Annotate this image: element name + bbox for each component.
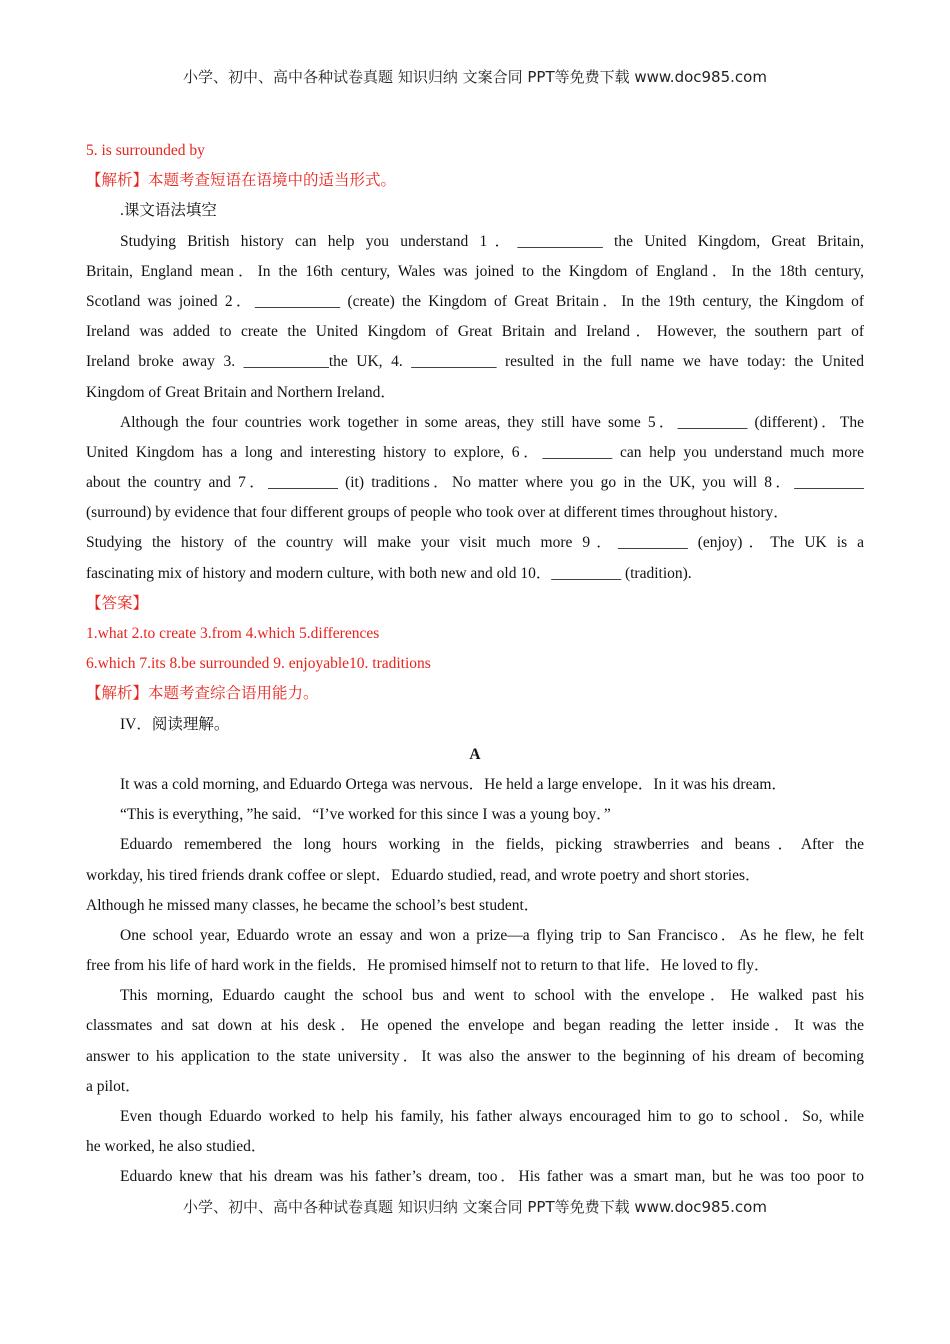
text-line: classmates and sat down at his desk．He opened the envelope and began reading the letter inside．It was the: [86, 1017, 864, 1035]
text-line: Kingdom of Great Britain and Northern Ireland．: [86, 383, 396, 401]
text-line: 6.which 7.its 8.be surrounded 9. enjoyable10. traditions: [86, 655, 431, 673]
text-line: This morning, Eduardo caught the school bus and went to school with the envelope．He walked past his: [120, 987, 864, 1005]
text-line: Eduardo remembered the long hours working in the fields, picking strawberries and beans．After the: [120, 836, 864, 854]
page-footer: 小学、初中、高中各种试卷真题 知识归纳 文案合同 PPT等免费下载 www.doc985.com: [183, 1198, 767, 1216]
text-line: 【解析】本题考查短语在语境中的适当形式。: [86, 172, 397, 190]
text-line: Ireland broke away 3. ___________the UK, 4. ___________ resulted in the full name we have today: the United: [86, 353, 864, 371]
text-line: Ireland was added to create the United Kingdom of Great Britain and Ireland．However, the southern part of: [86, 323, 864, 341]
text-line: IV．阅读理解。: [120, 715, 230, 733]
text-line: Britain, England mean．In the 16th century, Wales was joined to the Kingdom of England．In the 18th century,: [86, 262, 864, 280]
text-line: fascinating mix of history and modern culture, with both new and old 10．_________ (tradition).: [86, 564, 692, 582]
text-line: 【解析】本题考查综合语用能力。: [86, 685, 319, 703]
text-line: (surround) by evidence that four different groups of people who took over at different times throughout history．: [86, 504, 789, 522]
page-header: 小学、初中、高中各种试卷真题 知识归纳 文案合同 PPT等免费下载 www.doc985.com: [183, 68, 767, 86]
text-line: 5. is surrounded by: [86, 142, 205, 159]
text-line: Although the four countries work together in some areas, they still have some 5．_________ (different)．The: [120, 413, 864, 431]
text-line: Studying the history of the country will make your visit much more 9．_________ (enjoy)．The UK is a: [86, 534, 864, 552]
document-body: [86, 136, 864, 1193]
text-line: 【答案】: [86, 594, 149, 612]
text-line: free from his life of hard work in the fields．He promised himself not to return to that life．He loved to fly．: [86, 957, 770, 975]
text-line: “This is everything，”he said．“I’ve worked for this since I was a young boy．”: [120, 806, 611, 824]
text-line: answer to his application to the state university．It was also the answer to the beginning of his dream of becoming: [86, 1047, 864, 1065]
text-line: .课文语法填空: [120, 202, 217, 220]
text-line: A: [469, 745, 481, 763]
text-line: Even though Eduardo worked to help his family, his father always encouraged him to go to school．So, while: [120, 1108, 864, 1125]
text-line: Scotland was joined 2．___________ (create) the Kingdom of Great Britain．In the 19th century, the Kingdom of: [86, 292, 864, 310]
text-line: Studying British history can help you understand 1．___________ the United Kingdom, Great Britain,: [120, 232, 864, 250]
text-line: 1.what 2.to create 3.from 4.which 5.differences: [86, 625, 380, 642]
text-line: United Kingdom has a long and interesting history to explore, 6．_________ can help you understand much more: [86, 443, 864, 461]
text-line: Eduardo knew that his dream was his father’s dream, too．His father was a smart man, but he was too poor to: [120, 1168, 864, 1186]
text-line: he worked, he also studied．: [86, 1138, 267, 1156]
text-line: about the country and 7．_________ (it) traditions．No matter where you go in the UK, you will 8．_________: [86, 474, 864, 492]
text-line: One school year, Eduardo wrote an essay and won a prize—a flying trip to San Francisco．As he flew, he felt: [120, 926, 864, 944]
text-line: a pilot．: [86, 1077, 141, 1095]
text-line: Although he missed many classes, he became the school’s best student．: [86, 896, 540, 914]
text-line: workday, his tired friends drank coffee or slept．Eduardo studied, read, and wrote poetry and short stories．: [86, 866, 761, 884]
text-line: It was a cold morning, and Eduardo Ortega was nervous．He held a large envelope．In it was his dream．: [120, 775, 787, 793]
